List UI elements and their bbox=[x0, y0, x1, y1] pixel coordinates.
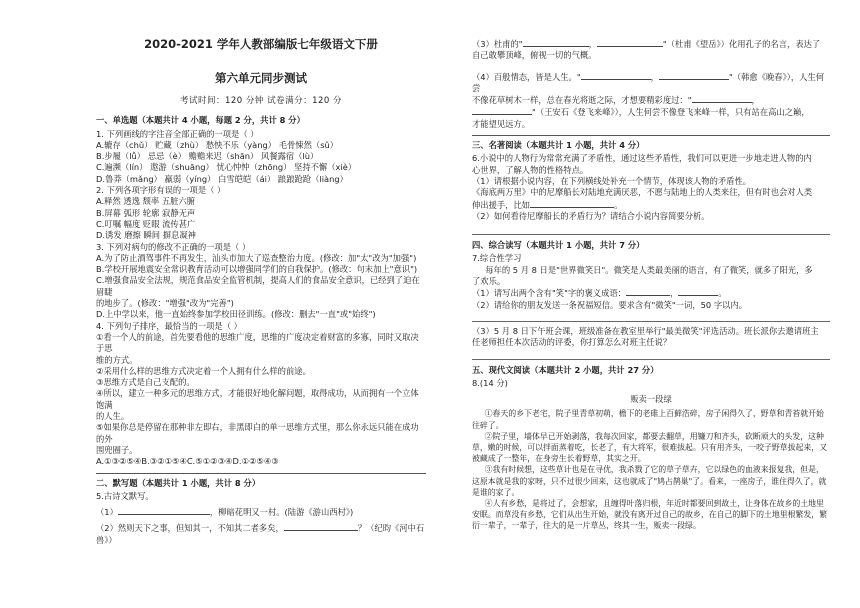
page-subtitle: 第六单元同步测试 bbox=[215, 71, 307, 85]
q4-sentence-4-cont: 的人生。 bbox=[96, 411, 130, 422]
question-8: 8.(14 分) bbox=[472, 377, 508, 388]
q5-item-3 bbox=[472, 38, 830, 50]
q3-option-c-cont: 的地步了。(修改："增强"改为"完善") bbox=[96, 298, 234, 309]
essay-paragraph-1: ①春天的乡下老宅，院子里青草初萌，檐下的老碓上百藓浩碎，房子闲得久了，野草和青苔就开始往碎了。 bbox=[472, 409, 824, 430]
q5-item-4-suffix: "（王安石《登飞来峰》），人生何尝不像登飞来峰一样，只有站在高山之巅， bbox=[532, 107, 810, 118]
q5-item-3-comma: ， bbox=[588, 39, 597, 49]
q5-item-2 bbox=[96, 522, 426, 546]
right-column bbox=[472, 38, 830, 532]
essay-paragraph-3: ③我有时候想，这些草计也是在寻优，我杀戮了它的草子草卉，它以绿色的血液来报复我，但是，这原本就是我的家呀，只不过很少回来，这也就成了"鸠占鹊巢"了。看来，一座房子，谁住得久了，就是谁的家了。 bbox=[472, 465, 827, 497]
question-7: 7.综合性学习 bbox=[472, 253, 522, 264]
q6-item-2: （2）如何看待尼摩船长的矛盾行为？请结合小说内容简要分析。 bbox=[472, 210, 710, 221]
q5-item-3-blank-2[interactable] bbox=[597, 38, 663, 47]
q1-option-a: A.辘存（chǔ） 贮藏（zhù） 愁怏不乐（yàng） 毛骨悚然（sǔ） bbox=[96, 139, 339, 150]
q5-item-3-cont: 自己敢攀顶峰，俯视一切的气概。 bbox=[472, 50, 597, 61]
q5-item-4-blank-4[interactable] bbox=[472, 106, 532, 115]
q5-item-3-suffix: "（杜甫《望岳》）化用孔子的名言，表达了 bbox=[662, 39, 821, 49]
q5-item-3-prefix: （3）杜甫的" bbox=[472, 39, 523, 49]
q2-option-a: A.释然 透逸 颓率 五脏六腑 bbox=[96, 196, 196, 207]
q7-item-1-blank-2[interactable] bbox=[678, 287, 718, 296]
q4-options: A.①③②⑤④B.③②①⑤④C.⑤①②③④D.①②⑤④③ bbox=[96, 456, 279, 467]
q5-item-4 bbox=[472, 71, 830, 95]
section-single-choice: 一、单选题（本题共计 4 小题，每题 2 分，共计 8 分） bbox=[96, 115, 305, 126]
q5-item-4-line-4: 才能望见远方。 bbox=[472, 118, 531, 129]
q7-item-1-period: 。 bbox=[718, 288, 727, 299]
q4-sentence-2: ②采用什么样的思维方式决定着一个人拥有什么样的前途。 bbox=[96, 365, 311, 376]
q5-item-4-blank-1[interactable] bbox=[581, 71, 651, 80]
q6-item-1: （1）请根据小说内容，在下列横线处补充一个情节，体现该人物的矛盾性。 bbox=[472, 175, 752, 186]
question-6: 6.小说中的人物行为常常充满了矛盾性，通过这些矛盾性，我们可以更进一步地走进人物的内 bbox=[472, 153, 812, 164]
q2-option-c: C.叮嘱 幅度 贬眼 流传甚广 bbox=[96, 218, 196, 229]
page-title: 2020-2021 学年人教部编版七年级语文下册 bbox=[144, 37, 378, 51]
q5-item-1-prefix: （1） bbox=[96, 507, 118, 518]
section-dictation: 二、默写题（本题共计 1 小题，共计 8 分） bbox=[96, 473, 426, 489]
question-2: 2. 下列各项字形有误的一项是（ ） bbox=[96, 185, 226, 196]
q7-item-1-comma: ， bbox=[669, 288, 679, 299]
q2-option-b: B.屏幕 弧形 轮廓 寂静无声 bbox=[96, 207, 196, 218]
q4-sentence-5-cont: 围兜圈子。 bbox=[96, 444, 138, 455]
question-1: 1. 下列画线的字注音全部正确的一项是（ ） bbox=[96, 128, 259, 139]
essay-paragraph-4: ④人有乡愁，是将过了，会想家，且缠得叶落归根，年近时都要回到故土，让身体在故乡的土地里安眠。而草没有乡愁，它们从出生开始，就没有离开过自己的故乡，在自己的脚下的土地里根繁发，繁衍一辈子，一辈子，往大的是一片草丛，终其一生，贩卖一段绿。 bbox=[472, 499, 828, 531]
q6-item-1-prefix: 伸出援手，比如 bbox=[472, 199, 531, 210]
q5-item-4-blank-2[interactable] bbox=[659, 71, 729, 80]
section-classic-reading: 三、名著阅读（本题共计 1 小题，共计 4 分） bbox=[472, 135, 830, 151]
q4-sentence-3: ③思维方式是自己支配的。 bbox=[96, 377, 195, 388]
q5-item-4-comma-2: ， bbox=[751, 95, 760, 106]
q2-option-d: D.诱发 磨擦 瞬间 摒息凝神 bbox=[96, 230, 196, 241]
section-integrated-writing: 四、综合读写（本题共计 1 小题，共计 7 分） bbox=[472, 240, 645, 251]
q1-option-c: C.遍濒（lín） 遨游（shuāng） 忧心忡忡（zhōng） 坚持不懈（xiè） bbox=[96, 162, 357, 173]
q6-item-1-blank[interactable] bbox=[530, 199, 614, 208]
q7-passage-cont: 了欢乐。 bbox=[472, 276, 506, 287]
q5-item-4-line-2 bbox=[472, 94, 830, 106]
q3-option-d: D.上中学以来，他一直始终参加学校田径训练。(修改：删去"一直"或"始终") bbox=[96, 309, 376, 320]
left-column bbox=[96, 36, 426, 546]
question-5: 5.古诗文默写。 bbox=[96, 490, 154, 501]
q5-item-3-blank-1[interactable] bbox=[523, 38, 589, 47]
q6-item-1-period: 。 bbox=[614, 199, 623, 210]
essay-title: 贩卖一段绿 bbox=[630, 394, 672, 405]
q5-item-4-line-3 bbox=[472, 106, 830, 118]
section-modern-reading: 五、现代文阅读（本题共计 2 小题，共计 27 分） bbox=[472, 364, 659, 375]
q4-sentence-1: ①看一个人的前途，首先要看他的思维广度，思维的广度决定着财富的多寡，同时又取决于思 bbox=[96, 331, 419, 354]
exam-meta: 考试时间：120 分钟 试卷满分：120 分 bbox=[179, 96, 343, 106]
q7-item-3-cont: 任老师担任本次活动的评委，你打算怎么对班主任说？ bbox=[472, 337, 672, 348]
q5-item-1 bbox=[96, 506, 426, 518]
q5-item-4-comma-1: ， bbox=[650, 71, 659, 82]
q7-item-1-prefix: （1）请写出两个含有"笑"字的褒义成语： bbox=[472, 288, 626, 299]
q6-item-1-text: 《海底两万里》中的尼摩船长对陆地充满厌恶，不愿与陆地上的人类来往，但有时也会对人类 bbox=[472, 187, 813, 198]
q5-item-2-suffix: ？（纪昀《河中石兽》） bbox=[96, 523, 425, 545]
q7-item-3: （3）5 月 8 日下午班会课，班级准备在教室里举行"最美微笑"评选活动。班长派你去邀请班主 bbox=[472, 325, 819, 336]
q6-answer-line[interactable] bbox=[472, 234, 830, 235]
q5-item-4-mid: "（韩愈《晚春》），人生何尝 bbox=[472, 71, 825, 93]
q6-item-1-line-2 bbox=[472, 199, 830, 211]
q3-option-b: B.学校开展地震安全常识教育活动可以增强同学们的自我保护。(修改：句末加上"意识") bbox=[96, 264, 418, 275]
q5-item-2-blank[interactable] bbox=[284, 522, 358, 531]
q3-option-c: C.增强食品安全法规，规范食品安全监管机制，提高人们的食品安全意识，已经到了迫在眉睫 bbox=[96, 275, 420, 297]
essay-paragraph-2: ②院子里，墙体早已开始剥落，我每次回家，都要去翻草，用镰刀和齐头，砍断顽大的头发，这种草，嫩的时候，可以拌面蒸着吃，长老了，有大将军，很难拔起。只有用齐头，一咬子野草拔起来，又被藏成了一整年，在身旁生长着野草，其实之开。 bbox=[472, 431, 828, 464]
q1-option-b: B.步履（lǚ） 忌忌（è） 赡赡来迟（shān） 风餐露宿（lù） bbox=[96, 151, 319, 162]
q4-sentence-4: ④所以，建立一种多元的思维方式，才能很好地化解问题，取得成功，从而拥有一个立体饱满 bbox=[96, 388, 419, 410]
q3-option-a: A.为了防止酒驾事件不再发生，汕头市加大了巡查整治力度。(修改：加"太"改为"加强") bbox=[96, 252, 417, 263]
question-4: 4. 下列句子排序，最恰当的一项是（ ） bbox=[96, 320, 242, 331]
q7-item-2-answer-line[interactable] bbox=[472, 321, 830, 322]
q7-item-1 bbox=[472, 287, 830, 299]
q5-item-1-suffix: ，柳暗花明又一村。(陆游《游山西村》) bbox=[209, 507, 354, 518]
q7-item-1-blank-1[interactable] bbox=[626, 287, 670, 296]
q7-item-3-answer-line[interactable] bbox=[472, 359, 830, 360]
q4-sentence-5: ⑤如果你总是停留在那种非左即右，非黑即白的单一思维方式里，那么你永远只能在成功的外 bbox=[96, 422, 419, 444]
q5-item-2-prefix: （2）然则天下之事，但知其一，不知其二者多矣， bbox=[96, 523, 284, 534]
question-3: 3. 下列对病句的修改不正确的一项是（ ） bbox=[96, 241, 251, 252]
q5-item-4-mid-2: 不像花草树木一样，总在春光将逝之际，才想要精彩度过：" bbox=[472, 95, 692, 106]
q1-option-d: D.鲁莽（mǎng） 羸弱（yíng） 白雪皑皑（ái） 踉踉跄跄（liàng） bbox=[96, 173, 348, 184]
q5-item-4-prefix: （4）百般情态，皆是人生。" bbox=[472, 71, 581, 82]
question-6-cont: 心世界，了解人物的性格特点。 bbox=[472, 164, 589, 175]
q5-item-4-blank-3[interactable] bbox=[692, 94, 752, 103]
q7-item-2: （2）请给你的朋友发送一条祝福短信。要求含有"微笑"一词，50 字以内。 bbox=[472, 299, 748, 310]
q5-item-1-blank[interactable] bbox=[118, 506, 210, 515]
q4-sentence-1-cont: 维的方式。 bbox=[96, 354, 138, 365]
q7-passage: 每年的 5 月 8 日是"世界微笑日"。微笑是人类最美丽的语言，有了微笑，就多了阳光，多 bbox=[485, 264, 813, 275]
